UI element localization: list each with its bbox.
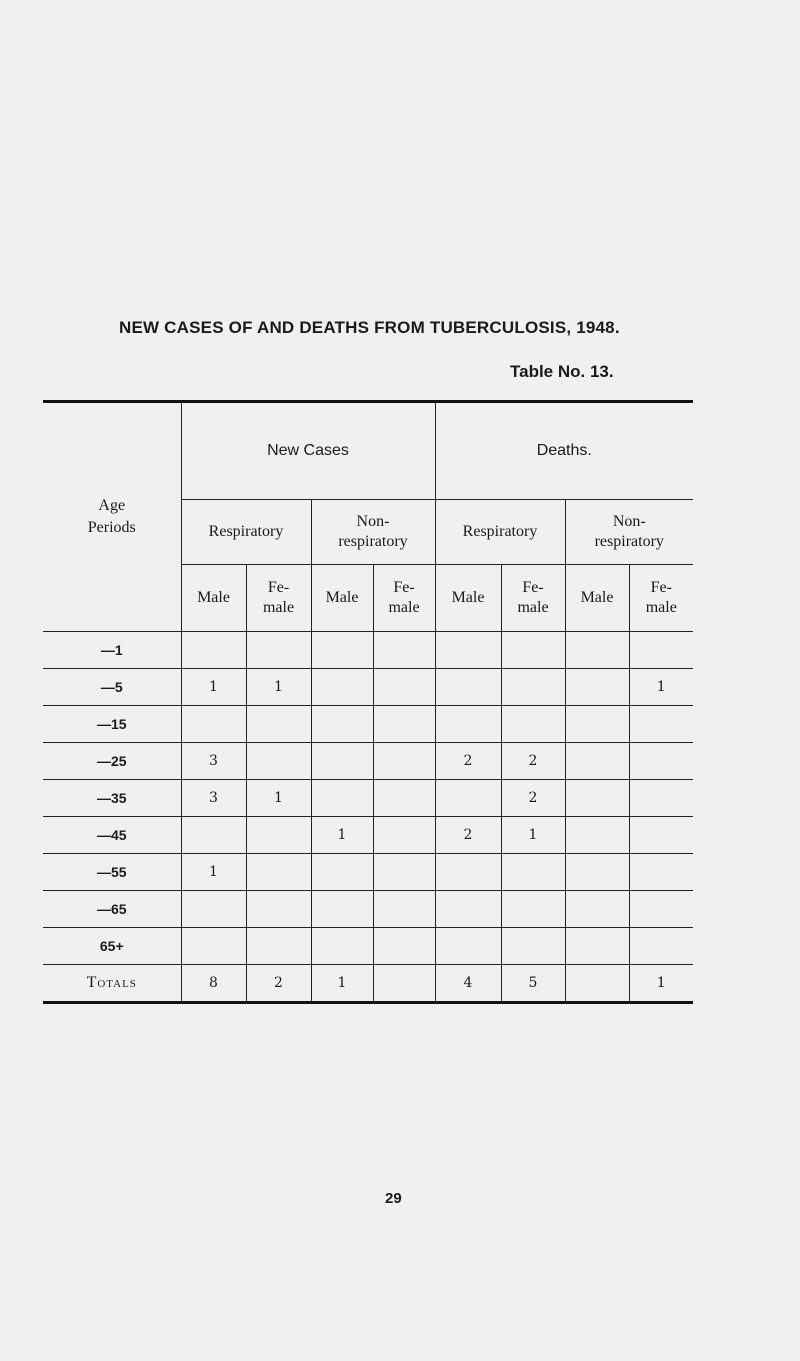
male-header: Male [435, 565, 501, 632]
value-cell [565, 632, 629, 669]
female-line2: male [262, 599, 295, 616]
value-cell [501, 854, 565, 891]
value-cell [435, 891, 501, 928]
female-header [501, 565, 565, 632]
value-cell [246, 891, 311, 928]
value-cell: 2 [246, 965, 311, 1003]
value-cell [435, 854, 501, 891]
value-cell: 2 [501, 743, 565, 780]
male-header: Male [181, 565, 246, 632]
non-resp-line1: Non- [612, 513, 646, 530]
value-cell [311, 928, 373, 965]
value-cell [565, 780, 629, 817]
age-period-cell: —25 [43, 743, 181, 780]
value-cell [629, 817, 693, 854]
value-cell [629, 706, 693, 743]
table-row [43, 780, 693, 817]
value-cell [246, 817, 311, 854]
value-cell [435, 780, 501, 817]
new-non-respiratory-header [311, 500, 435, 565]
value-cell [565, 706, 629, 743]
table-row [43, 743, 693, 780]
page-number: 29 [385, 1190, 402, 1207]
female-line2: male [645, 599, 677, 616]
age-periods-header [43, 402, 181, 632]
page-title: NEW CASES OF AND DEATHS FROM TUBERCULOSIS, 1948. [119, 318, 620, 337]
value-cell [629, 854, 693, 891]
value-cell [373, 632, 435, 669]
value-cell: 5 [501, 965, 565, 1003]
value-cell: 1 [246, 669, 311, 706]
table-row [43, 854, 693, 891]
female-line2: male [388, 599, 420, 616]
value-cell [373, 706, 435, 743]
value-cell [373, 891, 435, 928]
value-cell: 2 [435, 743, 501, 780]
value-cell: 2 [435, 817, 501, 854]
value-cell [501, 669, 565, 706]
value-cell [181, 706, 246, 743]
female-header [246, 565, 311, 632]
value-cell [565, 669, 629, 706]
table-row [43, 928, 693, 965]
value-cell [373, 817, 435, 854]
non-resp-line1: Non- [356, 513, 390, 530]
value-cell [629, 780, 693, 817]
value-cell [435, 669, 501, 706]
non-resp-line2: respiratory [594, 533, 664, 550]
value-cell [373, 965, 435, 1003]
value-cell [246, 632, 311, 669]
value-cell [435, 928, 501, 965]
value-cell: 8 [181, 965, 246, 1003]
value-cell: 1 [181, 854, 246, 891]
female-line1: Fe- [522, 579, 544, 596]
female-line1: Fe- [267, 579, 290, 596]
age-period-cell: —65 [43, 891, 181, 928]
female-header [629, 565, 693, 632]
age-period-cell: —1 [43, 632, 181, 669]
value-cell [311, 780, 373, 817]
age-header-line1: Age [98, 497, 126, 514]
tuberculosis-table [43, 400, 693, 1004]
value-cell [246, 854, 311, 891]
value-cell [565, 817, 629, 854]
value-cell [501, 632, 565, 669]
value-cell [565, 928, 629, 965]
value-cell [311, 632, 373, 669]
table-row [43, 632, 693, 669]
value-cell [311, 669, 373, 706]
age-header-line2: Periods [87, 519, 136, 536]
female-line1: Fe- [650, 579, 672, 596]
value-cell [629, 743, 693, 780]
value-cell [373, 780, 435, 817]
age-period-cell: 65+ [43, 928, 181, 965]
value-cell [373, 669, 435, 706]
age-period-cell: —35 [43, 780, 181, 817]
value-cell [435, 706, 501, 743]
value-cell: 2 [501, 780, 565, 817]
value-cell: 3 [181, 780, 246, 817]
value-cell [373, 928, 435, 965]
totals-label: Totals [43, 965, 181, 1003]
value-cell [181, 817, 246, 854]
table-number: Table No. 13. [510, 362, 614, 381]
value-cell [311, 706, 373, 743]
value-cell [246, 928, 311, 965]
value-cell: 1 [629, 669, 693, 706]
value-cell: 1 [629, 965, 693, 1003]
table-row [43, 669, 693, 706]
value-cell: 1 [181, 669, 246, 706]
value-cell [311, 891, 373, 928]
table-row [43, 706, 693, 743]
value-cell [565, 891, 629, 928]
value-cell: 1 [311, 965, 373, 1003]
male-header: Male [311, 565, 373, 632]
value-cell: 1 [311, 817, 373, 854]
age-period-cell: —45 [43, 817, 181, 854]
value-cell [246, 743, 311, 780]
age-period-cell: —15 [43, 706, 181, 743]
value-cell [501, 928, 565, 965]
age-period-cell: —55 [43, 854, 181, 891]
new-cases-header: New Cases [181, 402, 435, 500]
value-cell [181, 928, 246, 965]
value-cell [181, 891, 246, 928]
deaths-non-respiratory-header [565, 500, 693, 565]
value-cell [373, 854, 435, 891]
value-cell: 3 [181, 743, 246, 780]
value-cell [501, 891, 565, 928]
value-cell [629, 891, 693, 928]
table-body [43, 632, 693, 1003]
totals-row [43, 965, 693, 1003]
deaths-header: Deaths. [435, 402, 693, 500]
deaths-respiratory-header: Respiratory [435, 500, 565, 565]
new-respiratory-header: Respiratory [181, 500, 311, 565]
value-cell: 1 [501, 817, 565, 854]
value-cell: 1 [246, 780, 311, 817]
female-line1: Fe- [393, 579, 415, 596]
value-cell [311, 854, 373, 891]
value-cell [435, 632, 501, 669]
non-resp-line2: respiratory [338, 533, 408, 550]
age-period-cell: —5 [43, 669, 181, 706]
value-cell [311, 743, 373, 780]
value-cell [565, 965, 629, 1003]
table-row [43, 891, 693, 928]
value-cell [565, 854, 629, 891]
value-cell [565, 743, 629, 780]
value-cell [629, 928, 693, 965]
value-cell [629, 632, 693, 669]
value-cell [373, 743, 435, 780]
female-line2: male [517, 599, 549, 616]
value-cell [246, 706, 311, 743]
value-cell: 4 [435, 965, 501, 1003]
table-row [43, 817, 693, 854]
value-cell [501, 706, 565, 743]
value-cell [181, 632, 246, 669]
male-header: Male [565, 565, 629, 632]
female-header [373, 565, 435, 632]
